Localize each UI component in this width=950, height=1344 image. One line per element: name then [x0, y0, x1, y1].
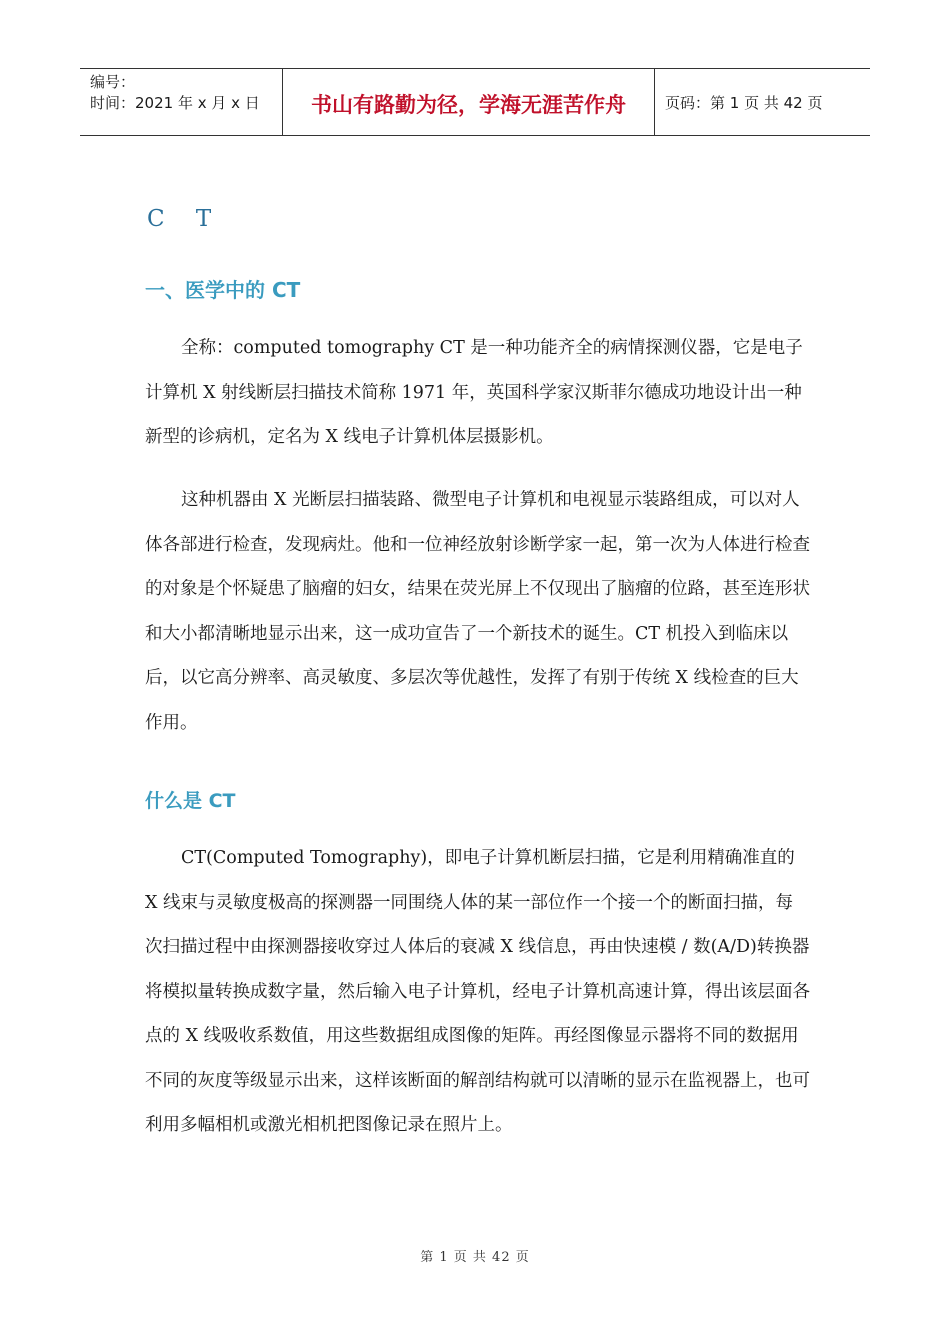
page-footer: 第 1 页 共 42 页 — [420, 1250, 530, 1265]
document-title: C T — [147, 206, 224, 232]
paragraph-full-name: 全称：computed tomography CT 是一种功能齐全的病情探测仪器，它是电子计算机 X 射线断层扫描技术简称 1971 年，英国科学家汉斯菲尔德成功地设计出一种新型的诊病机，定名为 X 线电子计算机体层摄影机。 — [145, 338, 803, 447]
paragraph-machine-description: 这种机器由 X 光断层扫描装路、微型电子计算机和电视显示装路组成，可以对人体各部进行检查，发现病灶。他和一位神经放射诊断学家一起，第一次为人体进行检查的对象是个怀疑患了脑瘤的妇女，结果在荧光屏上不仅现出了脑瘤的位路，甚至连形状和大小都清晰地显示出来，这一成功宣告了一个新技术的诞生。CT 机投入到临床以后，以它高分辨率、高灵敏度、多层次等优越性，发挥了有别于传统 X 线检查的巨大作用。 — [145, 490, 810, 733]
header-table — [80, 68, 870, 136]
section-heading-what-is-ct: 什么是 CT — [145, 790, 236, 812]
paragraph-ct-definition: CT(Computed Tomography)，即电子计算机断层扫描，它是利用精确准直的 X 线束与灵敏度极高的探测器一同围绕人体的某一部位作一个接一个的断面扫描，每次扫描过程中由探测器接收穿过人体后的衰减 X 线信息，再由快速模 / 数(A/D)转换器将模拟量转换成数字量，然后输入电子计算机，经电子计算机高速计算，得出该层面各点的 X 线吸收系数值，用这些数据组成图像的矩阵。再经图像显示器将不同的数据用不同的灰度等级显示出来，这样该断面的解剖结构就可以清晰的显示在监视器上，也可利用多幅相机或激光相机把图像记录在照片上。 — [145, 848, 810, 1135]
header-meta-cell — [80, 69, 282, 135]
document-number-label: 编号： — [90, 73, 136, 91]
section-heading-medical-ct: 一、医学中的 CT — [145, 278, 301, 302]
document-time-label: 时间：2021 年 x 月 x 日 — [90, 94, 260, 112]
header-page-info: 页码：第 1 页 共 42 页 — [665, 93, 823, 112]
header-motto: 书山有路勤为径，学海无涯苦作舟 — [282, 69, 655, 135]
